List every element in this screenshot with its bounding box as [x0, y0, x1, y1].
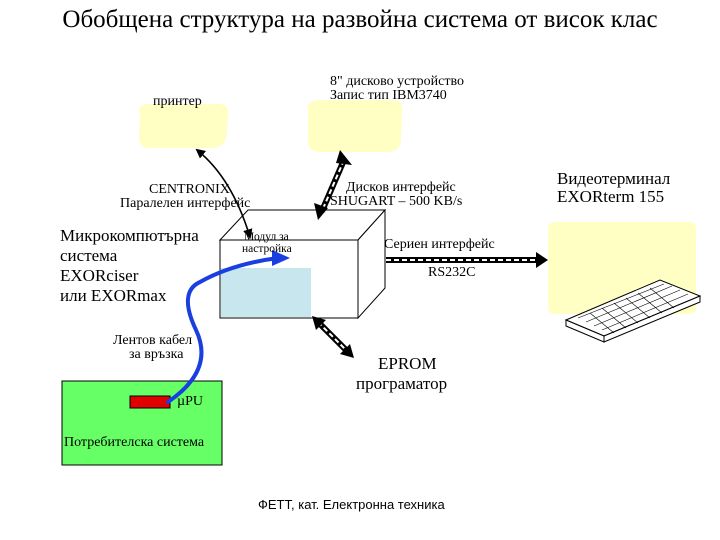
microcomputer-label-3: EXORciser — [60, 266, 139, 285]
parallel-interface-label: Паралелен интерфейс — [120, 196, 251, 211]
eprom-link-arrow — [312, 316, 354, 358]
ribbon-cable-label-1: Лентов кабел — [113, 333, 193, 348]
serial-interface-label: Сериен интерфейс — [384, 237, 495, 252]
page-title: Обобщена структура на развойна система от висок клас — [62, 6, 658, 33]
cpu-label: µPU — [177, 394, 203, 409]
disk-interface-label: Дисков интерфейс — [346, 180, 456, 195]
rs232c-label: RS232C — [428, 265, 476, 280]
debug-module-label-1: Модул за — [244, 231, 289, 243]
debug-module-label-2: настройка — [242, 243, 292, 255]
disk-label-line1: 8" дисково устройство — [330, 74, 464, 89]
exorterm-label: EXORterm 155 — [557, 187, 665, 206]
printer-shape — [139, 104, 228, 148]
cpu-chip — [130, 396, 170, 408]
video-terminal-label: Видеотерминал — [557, 169, 671, 188]
programmer-label: програматор — [356, 374, 448, 393]
microcomputer-label-2: система — [60, 246, 118, 265]
footer-text: ФЕТТ, кат. Електронна техника — [258, 497, 445, 512]
ribbon-cable-label-2: за връзка — [129, 347, 184, 362]
disk-label-line2: Запис тип IBM3740 — [330, 88, 447, 103]
user-system-label: Потребителска система — [64, 435, 205, 450]
printer-label: принтер — [153, 94, 202, 109]
centronix-label: CENTRONIX — [149, 182, 230, 197]
microcomputer-label-1: Микрокомпютърна — [60, 226, 199, 245]
disk-drive-shape — [308, 100, 403, 152]
eprom-label: EPROM — [378, 354, 437, 373]
microcomputer-label-4: или EXORmax — [60, 286, 167, 305]
shugart-label: SHUGART – 500 KB/s — [330, 194, 463, 209]
